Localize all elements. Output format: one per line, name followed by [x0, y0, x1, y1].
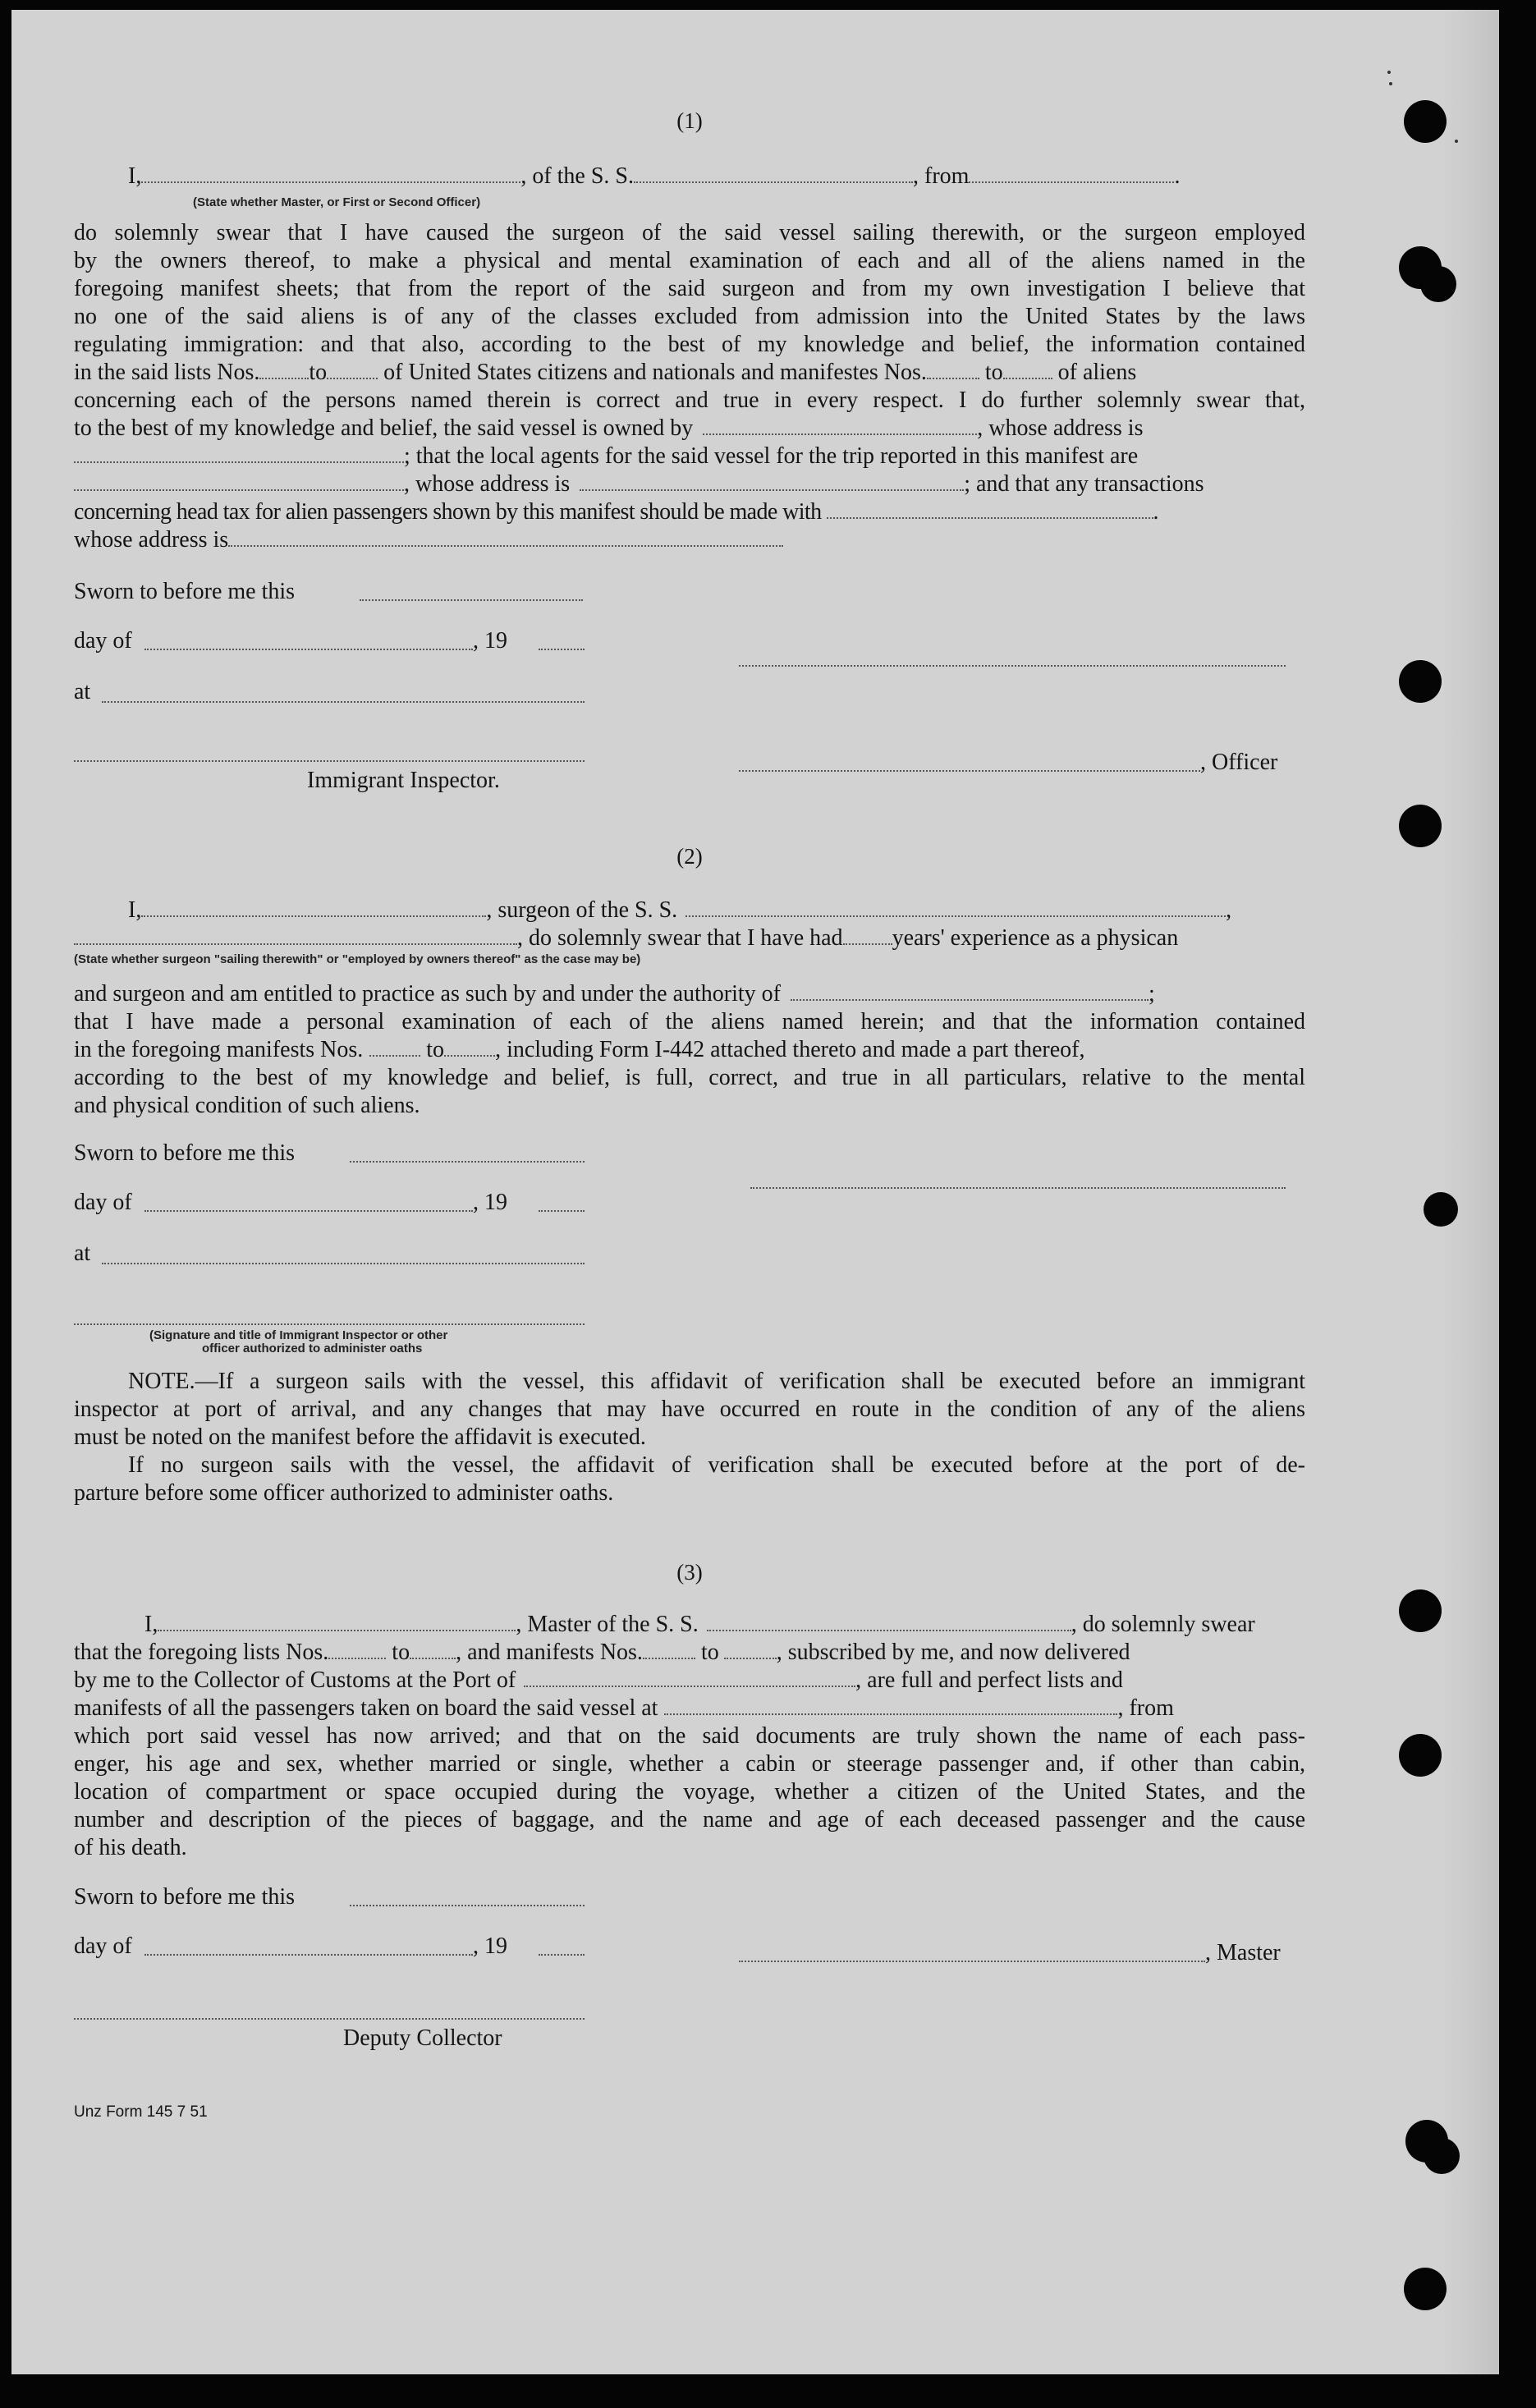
to-label: to	[984, 360, 1003, 385]
authority-label: and surgeon and am entitled to practice as such by and under the authority of	[74, 981, 781, 1007]
speck	[1455, 140, 1458, 143]
s2-manifests-line	[74, 1036, 1305, 1064]
s1-month-field[interactable]	[144, 647, 473, 650]
s2-inspector-signature-line[interactable]	[74, 1322, 585, 1325]
officer-hint: (State whether Master, or First or Second Officer)	[193, 195, 481, 209]
s2-authority-line	[74, 980, 1305, 1008]
s2-manifests-to-field[interactable]	[444, 1037, 495, 1057]
punch-hole	[1399, 1589, 1442, 1632]
s1-day-of-label: day of	[74, 628, 132, 654]
s3-sworn-day-field[interactable]	[350, 1903, 585, 1906]
punch-hole	[1420, 266, 1456, 302]
punch-hole	[1404, 100, 1447, 143]
lists-label: in the said lists Nos.	[74, 360, 260, 385]
s3-paragraph-line: enger, his age and sex, whether married or single, whether a cabin or steerage passenger and, if other than cabin,	[74, 1751, 1305, 1777]
s1-paragraph-line: by the owners thereof, to make a physical and mental examination of each and all of the aliens named in the	[74, 248, 1305, 273]
surgeon-status-field[interactable]	[74, 925, 517, 945]
punch-hole	[1399, 1734, 1442, 1777]
s1-paragraph-line: regulating immigration: and that also, according to the best of my knowledge and belief, the information contained	[74, 332, 1305, 357]
agents-address-field[interactable]	[580, 471, 964, 491]
s1-headtax-line	[74, 498, 1305, 526]
s3-port-line	[74, 1667, 1305, 1695]
surgeon-ss-label: , surgeon of the S. S.	[486, 897, 678, 923]
s3-paragraph-line: location of compartment or space occupied during the voyage, whether a citizen of the United States, and the	[74, 1779, 1305, 1805]
s3-year-label: , 19	[473, 1933, 507, 1959]
s3-vessel-field[interactable]	[707, 1612, 1071, 1631]
pronoun: I,	[144, 1612, 158, 1637]
ss-label: , of the S. S.	[520, 163, 635, 189]
s2-sworn-day-field[interactable]	[350, 1159, 585, 1163]
note-line: NOTE.—If a surgeon sails with the vessel, this affidavit of verification shall be executed before an immigrant	[128, 1369, 1305, 1394]
section-2-number: (2)	[676, 844, 703, 869]
s2-signature-caption: (Signature and title of Immigrant Inspector or other	[149, 1328, 448, 1342]
s1-officer-label: , Officer	[1200, 750, 1278, 775]
port-label: by me to the Collector of Customs at the Port of	[74, 1667, 516, 1693]
s1-year-field[interactable]	[539, 647, 585, 650]
surgeon-name-field[interactable]	[141, 897, 486, 917]
s2-paragraph-line: and physical condition of such aliens.	[74, 1093, 420, 1118]
note-line: parture before some officer authorized to administer oaths.	[74, 1480, 614, 1506]
swear-label: , do solemnly swear	[1071, 1612, 1255, 1637]
s2-place-field[interactable]	[102, 1261, 585, 1264]
punch-hole	[1424, 2138, 1460, 2174]
manifests-label: , and manifests Nos.	[456, 1640, 643, 1665]
headtax-address-field[interactable]	[228, 527, 783, 547]
s3-deputy-signature-line[interactable]	[74, 2016, 585, 2020]
s1-sworn-label: Sworn to before me this	[74, 579, 296, 604]
s2-vessel-field[interactable]	[685, 897, 1226, 917]
pronoun: I,	[128, 897, 142, 923]
owner-address-field[interactable]	[74, 443, 404, 463]
manifests-from-field[interactable]	[927, 360, 979, 379]
s2-at-label: at	[74, 1241, 91, 1266]
owner-field[interactable]	[703, 415, 977, 435]
port-field[interactable]	[524, 1667, 855, 1687]
to-label: to	[309, 360, 328, 385]
manifests-label: of United States citizens and nationals and manifestes Nos.	[383, 360, 927, 385]
s2-year-label: , 19	[473, 1190, 507, 1215]
line-end: .	[1153, 499, 1159, 525]
lists-label: , are full and perfect lists and	[855, 1667, 1123, 1693]
s2-year-field[interactable]	[539, 1209, 585, 1212]
note-line: inspector at port of arrival, and any changes that may have occurred en route in the condition of any of the aliens	[74, 1397, 1305, 1422]
s1-year-label: , 19	[473, 628, 507, 654]
speck	[1389, 82, 1392, 85]
from-label: , from	[1117, 1695, 1174, 1721]
surgeon-hint: (State whether surgeon "sailing therewith" or "employed by owners thereof" as the case may be)	[74, 952, 641, 966]
s2-month-field[interactable]	[144, 1209, 473, 1212]
agents-field[interactable]	[74, 471, 404, 491]
note-line: If no surgeon sails with the vessel, the affidavit of verification shall be executed before at the port of de-	[128, 1452, 1305, 1478]
section-1-opening-line	[74, 163, 1305, 190]
s3-day-of-label: day of	[74, 1933, 132, 1959]
s3-paragraph-line: number and description of the pieces of baggage, and the name and age of each deceased passenger and the cause	[74, 1807, 1305, 1832]
s1-at-label: at	[74, 679, 91, 704]
s3-month-field[interactable]	[144, 1952, 473, 1956]
s1-inspector-signature-line[interactable]	[74, 759, 585, 762]
section-1-number: (1)	[676, 108, 703, 133]
address-label: whose address is	[74, 527, 229, 553]
s1-lists-line	[74, 359, 1305, 387]
comma: ,	[1226, 897, 1232, 923]
note-line: must be noted on the manifest before the affidavit is executed.	[74, 1424, 646, 1450]
s3-lists-from-field[interactable]	[328, 1640, 386, 1659]
sheet-edge-shading	[1442, 10, 1499, 2374]
agents-label: ; that the local agents for the said vessel for the trip reported in this manifest are	[404, 443, 1139, 469]
line-end: .	[1174, 163, 1181, 189]
s1-paragraph-line: foregoing manifest sheets; that from the report of the said surgeon and from my own investigation I believe that	[74, 276, 1305, 301]
master-ss-label: , Master of the S. S.	[516, 1612, 699, 1637]
boarded-label: manifests of all the passengers taken on board the said vessel at	[74, 1695, 658, 1721]
s2-day-of-label: day of	[74, 1190, 132, 1215]
transactions-label: ; and that any transactions	[964, 471, 1204, 497]
s2-paragraph-line: that I have made a personal examination of each of the aliens named herein; and that the information contained	[74, 1009, 1305, 1034]
to-label: to	[700, 1640, 719, 1665]
s2-surgeon-signature-line[interactable]	[750, 1186, 1286, 1189]
s2-sworn-label: Sworn to before me this	[74, 1140, 296, 1166]
s3-lists-line	[74, 1639, 1305, 1667]
lists-from-field[interactable]	[259, 360, 309, 379]
from-label: , from	[913, 163, 970, 189]
s3-manifests-to-field[interactable]	[724, 1640, 777, 1659]
s1-agents-line	[74, 443, 1305, 470]
manifests-label: in the foregoing manifests Nos.	[74, 1037, 364, 1062]
s3-opening-line	[74, 1611, 1305, 1639]
boarding-port-field[interactable]	[664, 1695, 1117, 1715]
to-label: to	[426, 1037, 445, 1062]
manifests-to-field[interactable]	[1003, 360, 1052, 379]
to-label: to	[392, 1640, 410, 1665]
master-name-field[interactable]	[158, 1612, 516, 1631]
address-label: , whose address is	[977, 415, 1144, 441]
experience-label: , do solemnly swear that I have had	[517, 925, 843, 951]
aliens-label: of aliens	[1057, 360, 1137, 385]
form-label: , including Form I-442 attached thereto and made a part thereof,	[495, 1037, 1085, 1062]
s1-inspector-label: Immigrant Inspector.	[307, 768, 500, 793]
form-sheet	[11, 10, 1499, 2374]
s3-paragraph-line: which port said vessel has now arrived; and that on the said documents are truly shown the name of each pass-	[74, 1723, 1305, 1749]
address-label: , whose address is	[404, 471, 571, 497]
s1-paragraph-line: no one of the said aliens is of any of the classes excluded from admission into the United States by the laws	[74, 304, 1305, 329]
owner-label: to the best of my knowledge and belief, the said vessel is owned by	[74, 415, 694, 441]
s1-place-field[interactable]	[102, 699, 585, 703]
s3-master-label: , Master	[1205, 1940, 1281, 1965]
punch-hole	[1399, 660, 1442, 703]
s2-opening-line	[74, 897, 1305, 924]
s3-lists-to-field[interactable]	[410, 1640, 456, 1659]
s3-paragraph-line: of his death.	[74, 1835, 187, 1860]
form-footer: Unz Form 145 7 51	[74, 2103, 208, 2121]
punch-hole	[1404, 2268, 1447, 2310]
departure-port-field[interactable]	[969, 163, 1174, 183]
semicolon: ;	[1149, 981, 1155, 1007]
headtax-label: concerning head tax for alien passengers shown by this manifest should be made with	[74, 499, 822, 525]
s1-officer-signature-line[interactable]	[739, 663, 1286, 667]
speck	[1387, 71, 1391, 74]
s3-master-signature-line[interactable]	[739, 1959, 1205, 1962]
s2-signature-caption: officer authorized to administer oaths	[202, 1342, 423, 1355]
s1-paragraph-line: do solemnly swear that I have caused the surgeon of the said vessel sailing therewith, or the surgeon employed	[74, 220, 1305, 245]
punch-hole	[1399, 805, 1442, 847]
s3-manifests-from-field[interactable]	[643, 1640, 695, 1659]
s1-owner-line	[74, 415, 1305, 443]
s1-sworn-day-field[interactable]	[360, 598, 583, 601]
s2-experience-line	[74, 924, 1305, 952]
officer-name-field[interactable]	[141, 163, 520, 183]
s1-officer-name-line[interactable]	[739, 768, 1200, 772]
pronoun: I,	[128, 163, 142, 189]
years-field[interactable]	[843, 925, 892, 945]
section-3-number: (3)	[676, 1560, 703, 1585]
s3-boarded-line	[74, 1695, 1305, 1722]
s1-agents-address-line	[74, 470, 1305, 498]
headtax-party-field[interactable]	[827, 499, 1153, 519]
delivered-label: , subscribed by me, and now delivered	[776, 1640, 1130, 1665]
s3-deputy-label: Deputy Collector	[343, 2025, 502, 2051]
lists-to-field[interactable]	[327, 360, 378, 379]
authority-field[interactable]	[791, 981, 1149, 1001]
s1-paragraph-line: concerning each of the persons named therein is correct and true in every respect. I do further solemnly swear that,	[74, 388, 1305, 413]
s2-paragraph-line: according to the best of my knowledge and belief, is full, correct, and true in all particulars, relative to the mental	[74, 1065, 1305, 1090]
vessel-name-field[interactable]	[634, 163, 913, 183]
physician-label: years' experience as a physican	[892, 925, 1179, 951]
s3-year-field[interactable]	[539, 1952, 585, 1956]
s1-headtax-address-line	[74, 526, 1305, 554]
lists-label: that the foregoing lists Nos.	[74, 1640, 329, 1665]
s3-sworn-label: Sworn to before me this	[74, 1884, 296, 1910]
punch-hole	[1424, 1192, 1458, 1227]
s2-manifests-from-field[interactable]	[369, 1037, 420, 1057]
